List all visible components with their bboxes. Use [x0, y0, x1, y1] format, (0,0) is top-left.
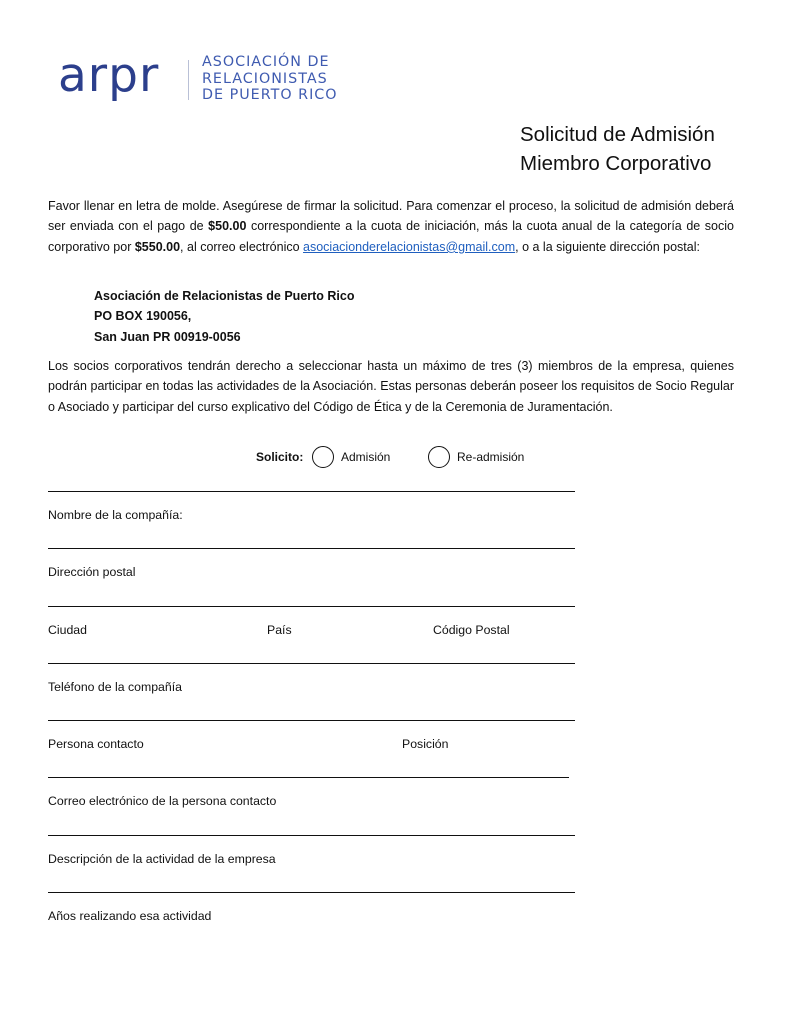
address-line-1: Asociación de Relacionistas de Puerto Rico — [94, 289, 355, 303]
business-description-line[interactable] — [48, 835, 575, 836]
city-label: Ciudad — [48, 623, 87, 637]
annual-fee: $550.00 — [134, 239, 181, 254]
company-name-label: Nombre de la compañía: — [48, 508, 183, 522]
zip-label: Código Postal — [433, 623, 510, 637]
logo-line-1: ASOCIACIÓN DE — [202, 54, 330, 70]
years-activity-line[interactable] — [48, 892, 575, 893]
address-line-3: San Juan PR 00919-0056 — [94, 329, 241, 344]
admision-option-label: Admisión — [341, 450, 391, 464]
company-name-line[interactable] — [48, 491, 575, 492]
business-description-label: Descripción de la actividad de la empresa — [48, 852, 276, 866]
position-label: Posición — [402, 737, 449, 751]
arpr-logo-mark: arpr — [58, 48, 160, 103]
postal-address-block — [94, 286, 355, 347]
years-activity-label: Años realizando esa actividad — [48, 909, 212, 923]
address-line-2: PO BOX 190056, — [94, 309, 192, 324]
readmision-radio[interactable] — [428, 446, 450, 468]
city-country-zip-line[interactable] — [48, 606, 575, 607]
members-paragraph: Los socios corporativos tendrán derecho a seleccionar hasta un máximo de tres (3) miembros de la empresa, quienes podrán participar en todas las actividades de la Asociación. Estas personas deberán poseer los requisitos de Socio Regular o Asociado y participar del curso explicativo del Código de Ética y de la Ceremonia de Juramentación. — [48, 359, 734, 414]
contact-person-line[interactable] — [48, 720, 575, 721]
intro-text-1: Favor llenar en letra de molde. Asegúrese de firmar la solicitud. Para comenzar el proceso, la solicitud de admisión deberá ser enviada con el pago de — [48, 199, 734, 234]
intro-text-4: , o a la siguiente dirección postal: — [515, 239, 700, 254]
logo-wordmark — [202, 54, 338, 104]
title-line-2: Miembro Corporativo — [520, 152, 712, 175]
contact-email-label: Correo electrónico de la persona contacto — [48, 794, 277, 808]
company-phone-label: Teléfono de la compañía — [48, 680, 182, 694]
country-label: País — [267, 623, 292, 637]
solicito-label: Solicito: — [256, 450, 304, 464]
logo-line-2: RELACIONISTAS — [202, 70, 328, 87]
contact-email-line[interactable] — [48, 777, 569, 778]
email-link[interactable]: asociacionderelacionistas@gmail.com — [303, 239, 516, 254]
company-phone-line[interactable] — [48, 663, 575, 664]
intro-paragraph — [48, 196, 734, 257]
intro-text-3: , al correo electrónico — [180, 239, 304, 254]
postal-address-line[interactable] — [48, 548, 575, 549]
logo-line-3: DE PUERTO RICO — [202, 87, 338, 103]
logo-divider — [188, 60, 189, 100]
contact-person-label: Persona contacto — [48, 737, 144, 751]
document-title — [520, 120, 715, 178]
postal-address-label: Dirección postal — [48, 565, 136, 579]
intro-text-2: correspondiente a la cuota de iniciación, más la cuota anual de la categoría de socio corporativo por — [48, 219, 734, 254]
initiation-fee: $50.00 — [208, 219, 247, 234]
title-line-1: Solicitud de Admisión — [520, 123, 715, 146]
admision-radio[interactable] — [312, 446, 334, 468]
readmision-option-label: Re-admisión — [457, 450, 525, 464]
